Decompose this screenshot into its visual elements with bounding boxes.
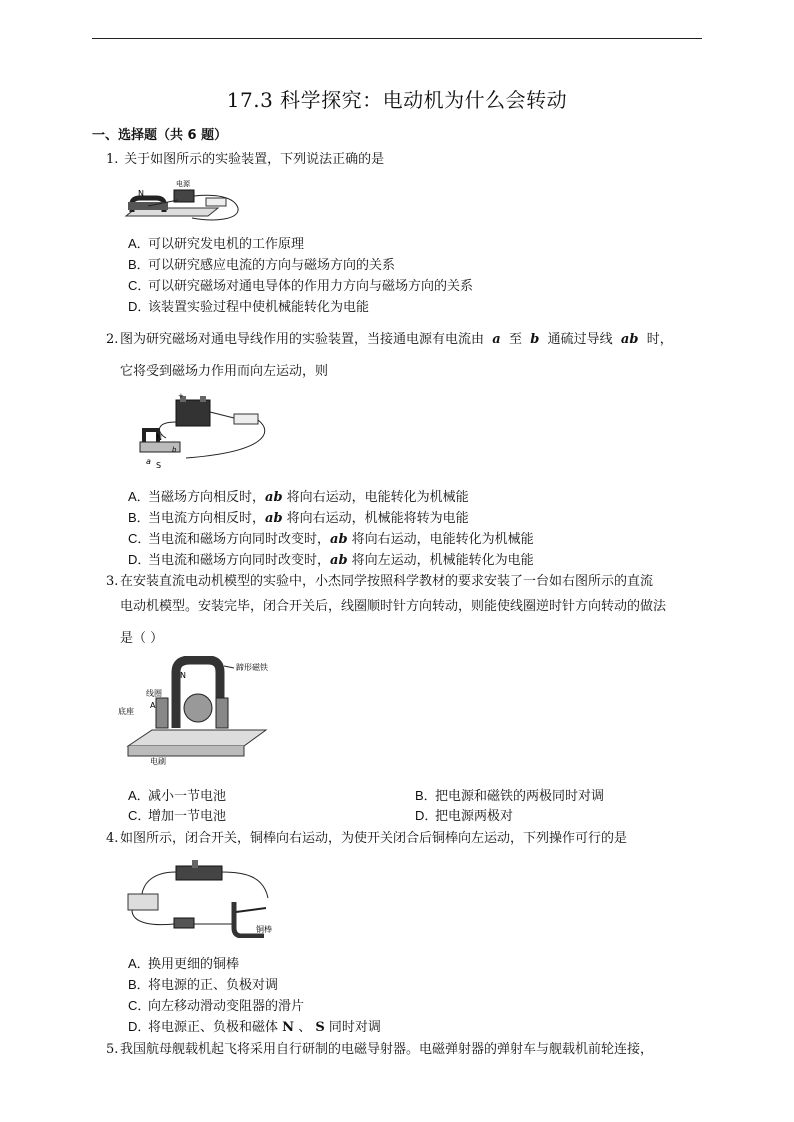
section-heading: 一、选择题（共 6 题） [92,128,228,143]
q4-option-a[interactable]: A．换用更细的铜棒 [128,956,240,972]
svg-text:a: a [146,457,151,466]
q2-option-d[interactable]: D．当电流和磁场方向同时改变时，ab 将向左运动，机械能转化为电能 [128,552,534,568]
question-text: 关于如图所示的实验装置，下列说法正确的是 [124,152,385,167]
question-2: 2. 图为研究磁场对通电导线作用的实验装置，当接通电源有电流由 a 至 b 通硫过导线 ab 时， [106,332,673,347]
q3-option-d[interactable]: D．把电源两极对 [415,808,514,824]
svg-text:N: N [180,671,186,680]
q2-option-c[interactable]: C．当电流和磁场方向同时改变时，ab 将向右运动，电能转化为机械能 [128,531,534,547]
svg-text:线圈: 线圈 [146,689,162,698]
q1-option-a[interactable]: A．可以研究发电机的工作原理 [128,236,305,252]
figure-q3-motor [116,656,276,780]
power-label: 电源 [176,180,190,188]
q2-option-a[interactable]: A．当磁场方向相反时，ab 将向右运动，电能转化为机械能 [128,489,469,505]
figure-q1-apparatus [118,176,244,226]
question-2-cont: 它将受到磁场力作用而向左运动，则 [120,364,329,379]
q1-option-d[interactable]: D．该装置实验过程中使机械能转化为电能 [128,299,370,315]
q2-option-b[interactable]: B．当电流方向相反时，ab 将向右运动，机械能将转为电能 [128,510,469,526]
figure-q2-apparatus [126,392,276,472]
question-3-cont2: 是（ ） [120,631,164,646]
svg-text:电刷: 电刷 [150,757,166,766]
magnet-n-label: N [138,189,144,198]
svg-text:蹄形磁铁: 蹄形磁铁 [236,663,268,672]
svg-text:铜棒: 铜棒 [256,925,272,934]
svg-text:底座: 底座 [118,707,134,716]
svg-text:A: A [150,701,156,710]
question-5: 5. 我国航母舰载机起飞将采用自行研制的电磁导射器。电磁弹射器的弹射车与舰载机前轮连接， [106,1042,654,1057]
question-1 [106,150,384,170]
q3-option-c[interactable]: C．增加一节电池 [128,808,227,824]
svg-text:N: N [156,433,162,442]
svg-text:S: S [156,461,162,470]
q1-option-b[interactable]: B．可以研究感应电流的方向与磁场方向的关系 [128,257,396,273]
q4-option-b[interactable]: B．将电源的正、负极对调 [128,977,279,993]
q4-option-c[interactable]: C．向左移动滑动变阻器的滑片 [128,998,305,1014]
q3-option-a[interactable]: A．减小一节电池 [128,788,227,804]
question-number: 1. [106,152,119,167]
q1-option-c[interactable]: C．可以研究磁场对通电导体的作用力方向与磁场方向的关系 [128,278,474,294]
question-4: 4. 如图所示，闭合开关，铜棒向右运动，为使开关闭合后铜棒向左运动，下列操作可行的是 [106,831,628,846]
question-3-cont: 电动机模型。安装完毕，闭合开关后，线圈顺时针方向转动，则能使线圈逆时针方向转动的做法 [120,599,667,614]
header-rule [92,38,702,39]
figure-q4-circuit [124,858,280,938]
page-title: 17.3 科学探究：电动机为什么会转动 [226,88,568,112]
q3-option-b[interactable]: B．把电源和磁铁的两极同时对调 [415,788,605,804]
question-3: 3. 在安装直流电动机模型的实验中，小杰同学按照科学教材的要求安装了一台如右图所示的直流 [106,574,654,589]
svg-text:+: + [178,392,184,400]
q4-option-d[interactable]: D．将电源正、负极和磁体 N 、 S 同时对调 [128,1019,381,1035]
svg-text:b: b [172,446,177,454]
